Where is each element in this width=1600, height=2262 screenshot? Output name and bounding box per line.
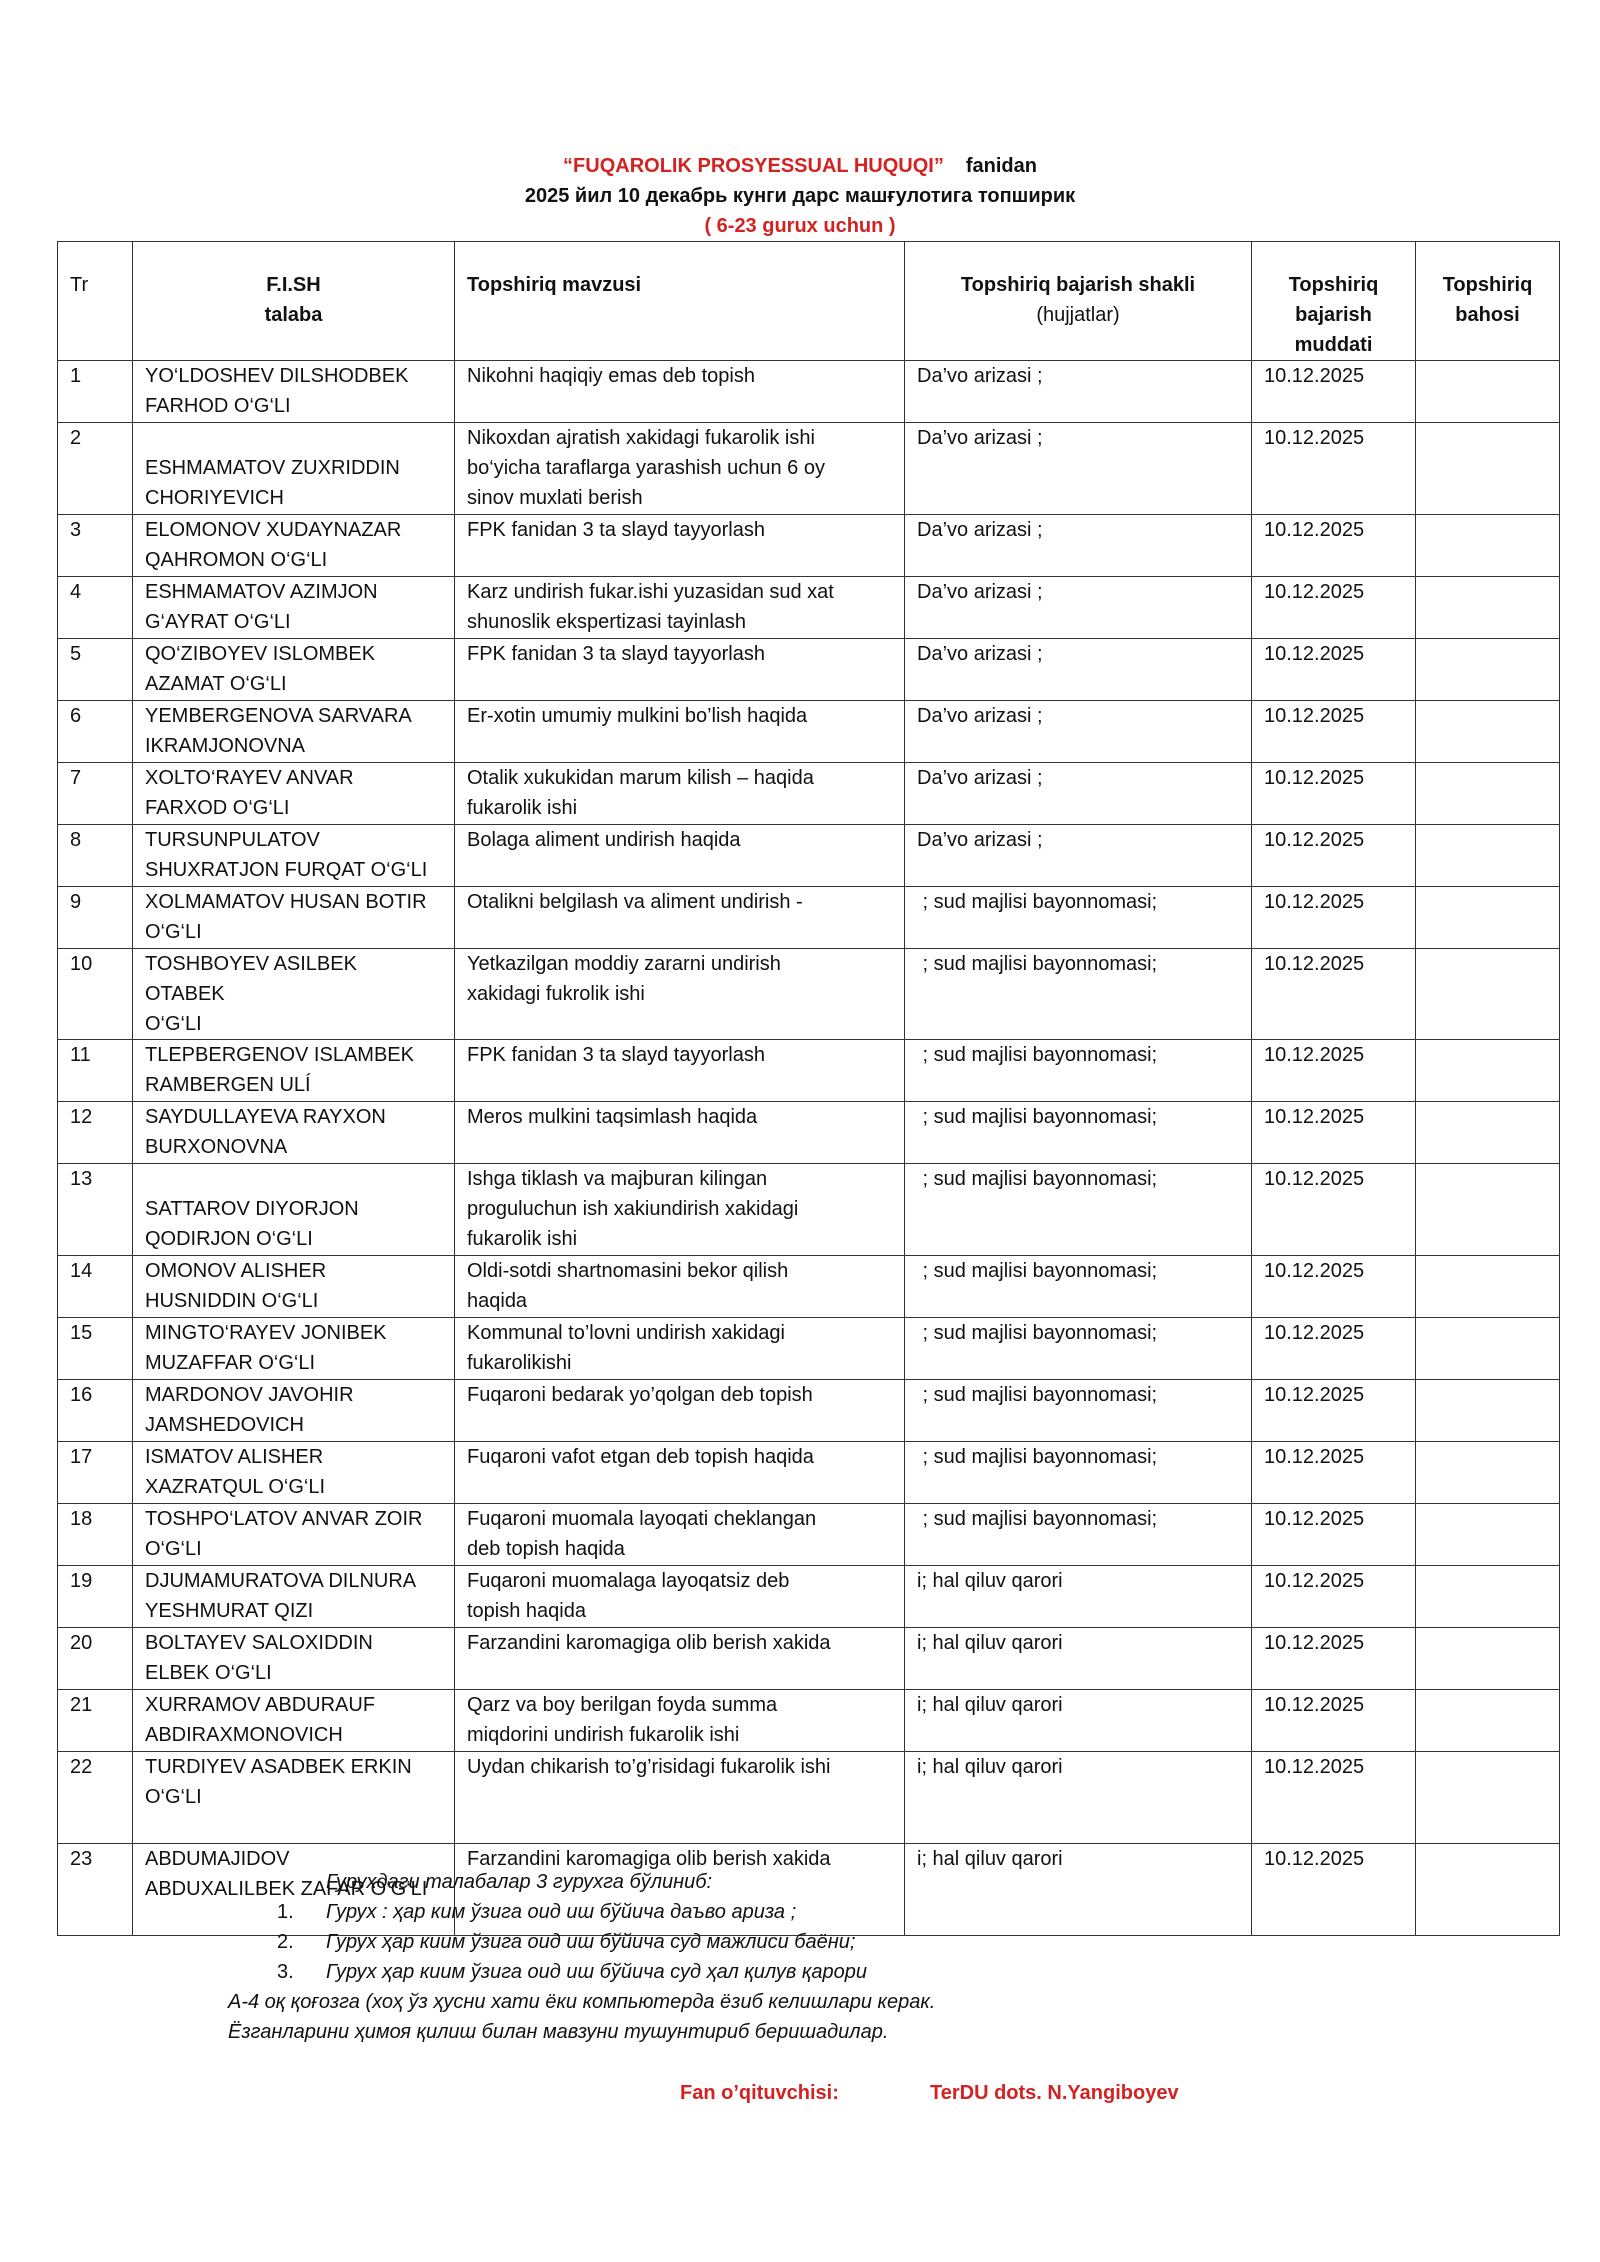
assignment-table xyxy=(57,241,1560,1936)
student-name: ABDUMAJIDOV ABDUXALILBEK ZAFAR O‘G‘LI xyxy=(133,1844,455,1936)
assignment-topic: Nikohni haqiqiy emas deb topish xyxy=(455,361,905,423)
row-number: 8 xyxy=(58,825,133,887)
note-item: 1. Гурух : ҳар ким ўзига оид иш бўйича даъво ариза ; xyxy=(277,1901,797,1923)
submission-form: Da’vo arizasi ; xyxy=(905,515,1252,577)
grade-cell xyxy=(1416,1164,1560,1256)
row-number: 16 xyxy=(58,1380,133,1442)
table-row xyxy=(58,701,1560,763)
assignment-topic: Yetkazilgan moddiy zararni undirish xakidagi fukrolik ishi xyxy=(455,949,905,1040)
header-name: F.I.SH talaba xyxy=(133,242,455,361)
row-number: 12 xyxy=(58,1102,133,1164)
grade-cell xyxy=(1416,1256,1560,1318)
submission-form: i; hal qiluv qarori xyxy=(905,1628,1252,1690)
table-row xyxy=(58,949,1560,1040)
header-num: Tr xyxy=(58,242,133,361)
deadline: 10.12.2025 xyxy=(1252,1380,1416,1442)
student-name: ESHMAMATOV AZIMJON G‘AYRAT O‘G‘LI xyxy=(133,577,455,639)
assignment-topic: Kommunal to’lovni undirish xakidagi fukarolikishi xyxy=(455,1318,905,1380)
submission-form: Da’vo arizasi ; xyxy=(905,423,1252,515)
table-row xyxy=(58,763,1560,825)
deadline: 10.12.2025 xyxy=(1252,1318,1416,1380)
grade-cell xyxy=(1416,763,1560,825)
deadline: 10.12.2025 xyxy=(1252,1256,1416,1318)
table-row xyxy=(58,1164,1560,1256)
grade-cell xyxy=(1416,1752,1560,1844)
row-number: 20 xyxy=(58,1628,133,1690)
table-row xyxy=(58,1566,1560,1628)
header-form: Topshiriq bajarish shakli (hujjatlar) xyxy=(905,242,1252,361)
submission-form: ; sud majlisi bayonnomasi; xyxy=(905,1380,1252,1442)
deadline: 10.12.2025 xyxy=(1252,1442,1416,1504)
grade-cell xyxy=(1416,1380,1560,1442)
grade-cell xyxy=(1416,639,1560,701)
row-number: 14 xyxy=(58,1256,133,1318)
table-row xyxy=(58,1256,1560,1318)
submission-form: ; sud majlisi bayonnomasi; xyxy=(905,1318,1252,1380)
row-number: 6 xyxy=(58,701,133,763)
course-suffix: fanidan xyxy=(965,155,1037,177)
student-name: OMONOV ALISHER HUSNIDDIN O‘G‘LI xyxy=(133,1256,455,1318)
student-name: YO‘LDOSHEV DILSHODBEK FARHOD O‘G‘LI xyxy=(133,361,455,423)
assignment-topic: Nikoxdan ajratish xakidagi fukarolik ishi bo‘yicha taraflarga yarashish uchun 6 oy sinov muxlati berish xyxy=(455,423,905,515)
assignment-topic: Er-xotin umumiy mulkini bo’lish haqida xyxy=(455,701,905,763)
assignment-topic: Otalik xukukidan marum kilish – haqida fukarolik ishi xyxy=(455,763,905,825)
assignment-topic: Fuqaroni muomalaga layoqatsiz deb topish haqida xyxy=(455,1566,905,1628)
row-number: 3 xyxy=(58,515,133,577)
student-name: ESHMAMATOV ZUXRIDDIN CHORIYEVICH xyxy=(133,423,455,515)
grade-cell xyxy=(1416,1844,1560,1936)
table-row xyxy=(58,639,1560,701)
row-number: 13 xyxy=(58,1164,133,1256)
grade-cell xyxy=(1416,701,1560,763)
grade-cell xyxy=(1416,887,1560,949)
note-item: 2. Гурух ҳар киим ўзига оид иш бўйича суд мажлиси баёни; xyxy=(277,1931,856,1953)
assignment-topic: Ishga tiklash va majburan kilingan proguluchun ish xakiundirish xakidagi fukarolik ishi xyxy=(455,1164,905,1256)
deadline: 10.12.2025 xyxy=(1252,1102,1416,1164)
header-deadline: Topshiriq bajarish muddati xyxy=(1252,242,1416,361)
row-number: 4 xyxy=(58,577,133,639)
deadline: 10.12.2025 xyxy=(1252,949,1416,1040)
assignment-line: 2025 йил 10 декабрь кунги дарс машғулотига топширик xyxy=(524,185,1076,207)
student-name: MINGTO‘RAYEV JONIBEK MUZAFFAR O‘G‘LI xyxy=(133,1318,455,1380)
table-row xyxy=(58,887,1560,949)
table-row xyxy=(58,1102,1560,1164)
submission-form: Da’vo arizasi ; xyxy=(905,361,1252,423)
grade-cell xyxy=(1416,361,1560,423)
table-body xyxy=(58,361,1560,1936)
assignment-topic: Oldi-sotdi shartnomasini bekor qilish haqida xyxy=(455,1256,905,1318)
table-row xyxy=(58,825,1560,887)
table-row xyxy=(58,577,1560,639)
note-paper-requirement: А-4 оқ қоғозга (хоҳ ўз ҳусни хати ёки компьютерда ёзиб келишлари керак. xyxy=(228,1991,936,2013)
assignment-topic: Farzandini karomagiga olib berish xakida xyxy=(455,1628,905,1690)
submission-form: ; sud majlisi bayonnomasi; xyxy=(905,1040,1252,1102)
grade-cell xyxy=(1416,515,1560,577)
deadline: 10.12.2025 xyxy=(1252,1164,1416,1256)
submission-form: i; hal qiluv qarori xyxy=(905,1844,1252,1936)
assignment-topic: Karz undirish fukar.ishi yuzasidan sud xat shunoslik ekspertizasi tayinlash xyxy=(455,577,905,639)
assignment-topic: Bolaga aliment undirish haqida xyxy=(455,825,905,887)
student-name: QO‘ZIBOYEV ISLOMBEK AZAMAT O‘G‘LI xyxy=(133,639,455,701)
signature-name: TerDU dots. N.Yangiboyev xyxy=(930,2082,1179,2104)
deadline: 10.12.2025 xyxy=(1252,1504,1416,1566)
deadline: 10.12.2025 xyxy=(1252,763,1416,825)
grade-cell xyxy=(1416,1504,1560,1566)
table-row xyxy=(58,1752,1560,1844)
submission-form: i; hal qiluv qarori xyxy=(905,1566,1252,1628)
submission-form: Da’vo arizasi ; xyxy=(905,639,1252,701)
row-number: 23 xyxy=(58,1844,133,1936)
student-name: SATTAROV DIYORJON QODIRJON O‘G‘LI xyxy=(133,1164,455,1256)
submission-form: ; sud majlisi bayonnomasi; xyxy=(905,1504,1252,1566)
assignment-topic: Otalikni belgilash va aliment undirish - xyxy=(455,887,905,949)
course-title: “FUQAROLIK PROSYESSUAL HUQUQI” xyxy=(563,155,944,177)
row-number: 11 xyxy=(58,1040,133,1102)
submission-form: i; hal qiluv qarori xyxy=(905,1690,1252,1752)
deadline: 10.12.2025 xyxy=(1252,1566,1416,1628)
student-name: ISMATOV ALISHER XAZRATQUL O‘G‘LI xyxy=(133,1442,455,1504)
row-number: 5 xyxy=(58,639,133,701)
table-row xyxy=(58,515,1560,577)
deadline: 10.12.2025 xyxy=(1252,825,1416,887)
table-row xyxy=(58,1318,1560,1380)
assignment-topic: Fuqaroni bedarak yo’qolgan deb topish xyxy=(455,1380,905,1442)
submission-form: ; sud majlisi bayonnomasi; xyxy=(905,1102,1252,1164)
grade-cell xyxy=(1416,423,1560,515)
table-row xyxy=(58,1040,1560,1102)
row-number: 10 xyxy=(58,949,133,1040)
deadline: 10.12.2025 xyxy=(1252,1040,1416,1102)
table-row xyxy=(58,1628,1560,1690)
submission-form: Da’vo arizasi ; xyxy=(905,825,1252,887)
row-number: 1 xyxy=(58,361,133,423)
student-name: XOLTO‘RAYEV ANVAR FARXOD O‘G‘LI xyxy=(133,763,455,825)
row-number: 2 xyxy=(58,423,133,515)
grade-cell xyxy=(1416,1628,1560,1690)
submission-form: ; sud majlisi bayonnomasi; xyxy=(905,887,1252,949)
grade-cell xyxy=(1416,949,1560,1040)
deadline: 10.12.2025 xyxy=(1252,1752,1416,1844)
deadline: 10.12.2025 xyxy=(1252,515,1416,577)
student-name: BOLTAYEV SALOXIDDIN ELBEK O‘G‘LI xyxy=(133,1628,455,1690)
deadline: 10.12.2025 xyxy=(1252,577,1416,639)
submission-form: i; hal qiluv qarori xyxy=(905,1752,1252,1844)
assignment-topic: FPK fanidan 3 ta slayd tayyorlash xyxy=(455,515,905,577)
grade-cell xyxy=(1416,1040,1560,1102)
grade-cell xyxy=(1416,1566,1560,1628)
grade-cell xyxy=(1416,1102,1560,1164)
student-name: MARDONOV JAVOHIR JAMSHEDOVICH xyxy=(133,1380,455,1442)
note-defense: Ёзганларини ҳимоя қилиш билан мавзуни тушунтириб беришадилар. xyxy=(228,2021,889,2043)
assignment-topic: FPK fanidan 3 ta slayd tayyorlash xyxy=(455,639,905,701)
note-item: 3. Гурух ҳар киим ўзига оид иш бўйича суд ҳал қилув қарори xyxy=(277,1961,867,1983)
student-name: TOSHPO‘LATOV ANVAR ZOIR O‘G‘LI xyxy=(133,1504,455,1566)
row-number: 21 xyxy=(58,1690,133,1752)
assignment-topic: FPK fanidan 3 ta slayd tayyorlash xyxy=(455,1040,905,1102)
assignment-topic: Farzandini karomagiga olib berish xakida xyxy=(455,1844,905,1936)
grade-cell xyxy=(1416,577,1560,639)
submission-form: Da’vo arizasi ; xyxy=(905,763,1252,825)
assignment-topic: Qarz va boy berilgan foyda summa miqdorini undirish fukarolik ishi xyxy=(455,1690,905,1752)
row-number: 17 xyxy=(58,1442,133,1504)
student-name: XOLMAMATOV HUSAN BOTIR O‘G‘LI xyxy=(133,887,455,949)
student-name: TOSHBOYEV ASILBEK OTABEK O‘G‘LI xyxy=(133,949,455,1040)
row-number: 9 xyxy=(58,887,133,949)
deadline: 10.12.2025 xyxy=(1252,887,1416,949)
deadline: 10.12.2025 xyxy=(1252,1844,1416,1936)
student-name: YEMBERGENOVA SARVARA IKRAMJONOVNA xyxy=(133,701,455,763)
student-name: DJUMAMURATOVA DILNURA YESHMURAT QIZI xyxy=(133,1566,455,1628)
student-name: SAYDULLAYEVA RAYXON BURXONOVNA xyxy=(133,1102,455,1164)
notes-intro: Гурухдаги талабалар 3 гурухга бўлиниб: xyxy=(326,1871,713,1893)
deadline: 10.12.2025 xyxy=(1252,361,1416,423)
row-number: 22 xyxy=(58,1752,133,1844)
assignment-topic: Fuqaroni muomala layoqati cheklangan deb topish haqida xyxy=(455,1504,905,1566)
table-row xyxy=(58,1690,1560,1752)
deadline: 10.12.2025 xyxy=(1252,1628,1416,1690)
student-name: TURSUNPULATOV SHUXRATJON FURQAT O‘G‘LI xyxy=(133,825,455,887)
deadline: 10.12.2025 xyxy=(1252,1690,1416,1752)
row-number: 18 xyxy=(58,1504,133,1566)
student-name: TURDIYEV ASADBEK ERKIN O‘G‘LI xyxy=(133,1752,455,1844)
deadline: 10.12.2025 xyxy=(1252,701,1416,763)
deadline: 10.12.2025 xyxy=(1252,639,1416,701)
group-line: ( 6-23 gurux uchun ) xyxy=(704,215,896,237)
table-row xyxy=(58,1380,1560,1442)
submission-form: ; sud majlisi bayonnomasi; xyxy=(905,1442,1252,1504)
submission-form: ; sud majlisi bayonnomasi; xyxy=(905,1164,1252,1256)
submission-form: ; sud majlisi bayonnomasi; xyxy=(905,949,1252,1040)
row-number: 15 xyxy=(58,1318,133,1380)
header-grade: Topshiriq bahosi xyxy=(1416,242,1560,361)
grade-cell xyxy=(1416,1318,1560,1380)
assignment-topic: Fuqaroni vafot etgan deb topish haqida xyxy=(455,1442,905,1504)
table-row xyxy=(58,1504,1560,1566)
grade-cell xyxy=(1416,825,1560,887)
header-topic: Topshiriq mavzusi xyxy=(455,242,905,361)
table-row xyxy=(58,361,1560,423)
course-title-line xyxy=(0,152,1600,181)
submission-form: Da’vo arizasi ; xyxy=(905,701,1252,763)
student-name: TLEPBERGENOV ISLAMBEK RAMBERGEN ULÍ xyxy=(133,1040,455,1102)
row-number: 19 xyxy=(58,1566,133,1628)
deadline: 10.12.2025 xyxy=(1252,423,1416,515)
table-header-row xyxy=(58,242,1560,361)
assignment-topic: Uydan chikarish to’g’risidagi fukarolik ishi xyxy=(455,1752,905,1844)
table-row xyxy=(58,423,1560,515)
table-row xyxy=(58,1442,1560,1504)
row-number: 7 xyxy=(58,763,133,825)
grade-cell xyxy=(1416,1690,1560,1752)
student-name: ELOMONOV XUDAYNAZAR QAHROMON O‘G‘LI xyxy=(133,515,455,577)
student-name: XURRAMOV ABDURAUF ABDIRAXMONOVICH xyxy=(133,1690,455,1752)
assignment-topic: Meros mulkini taqsimlash haqida xyxy=(455,1102,905,1164)
submission-form: ; sud majlisi bayonnomasi; xyxy=(905,1256,1252,1318)
grade-cell xyxy=(1416,1442,1560,1504)
submission-form: Da’vo arizasi ; xyxy=(905,577,1252,639)
signature-role: Fan o’qituvchisi: xyxy=(680,2082,839,2104)
